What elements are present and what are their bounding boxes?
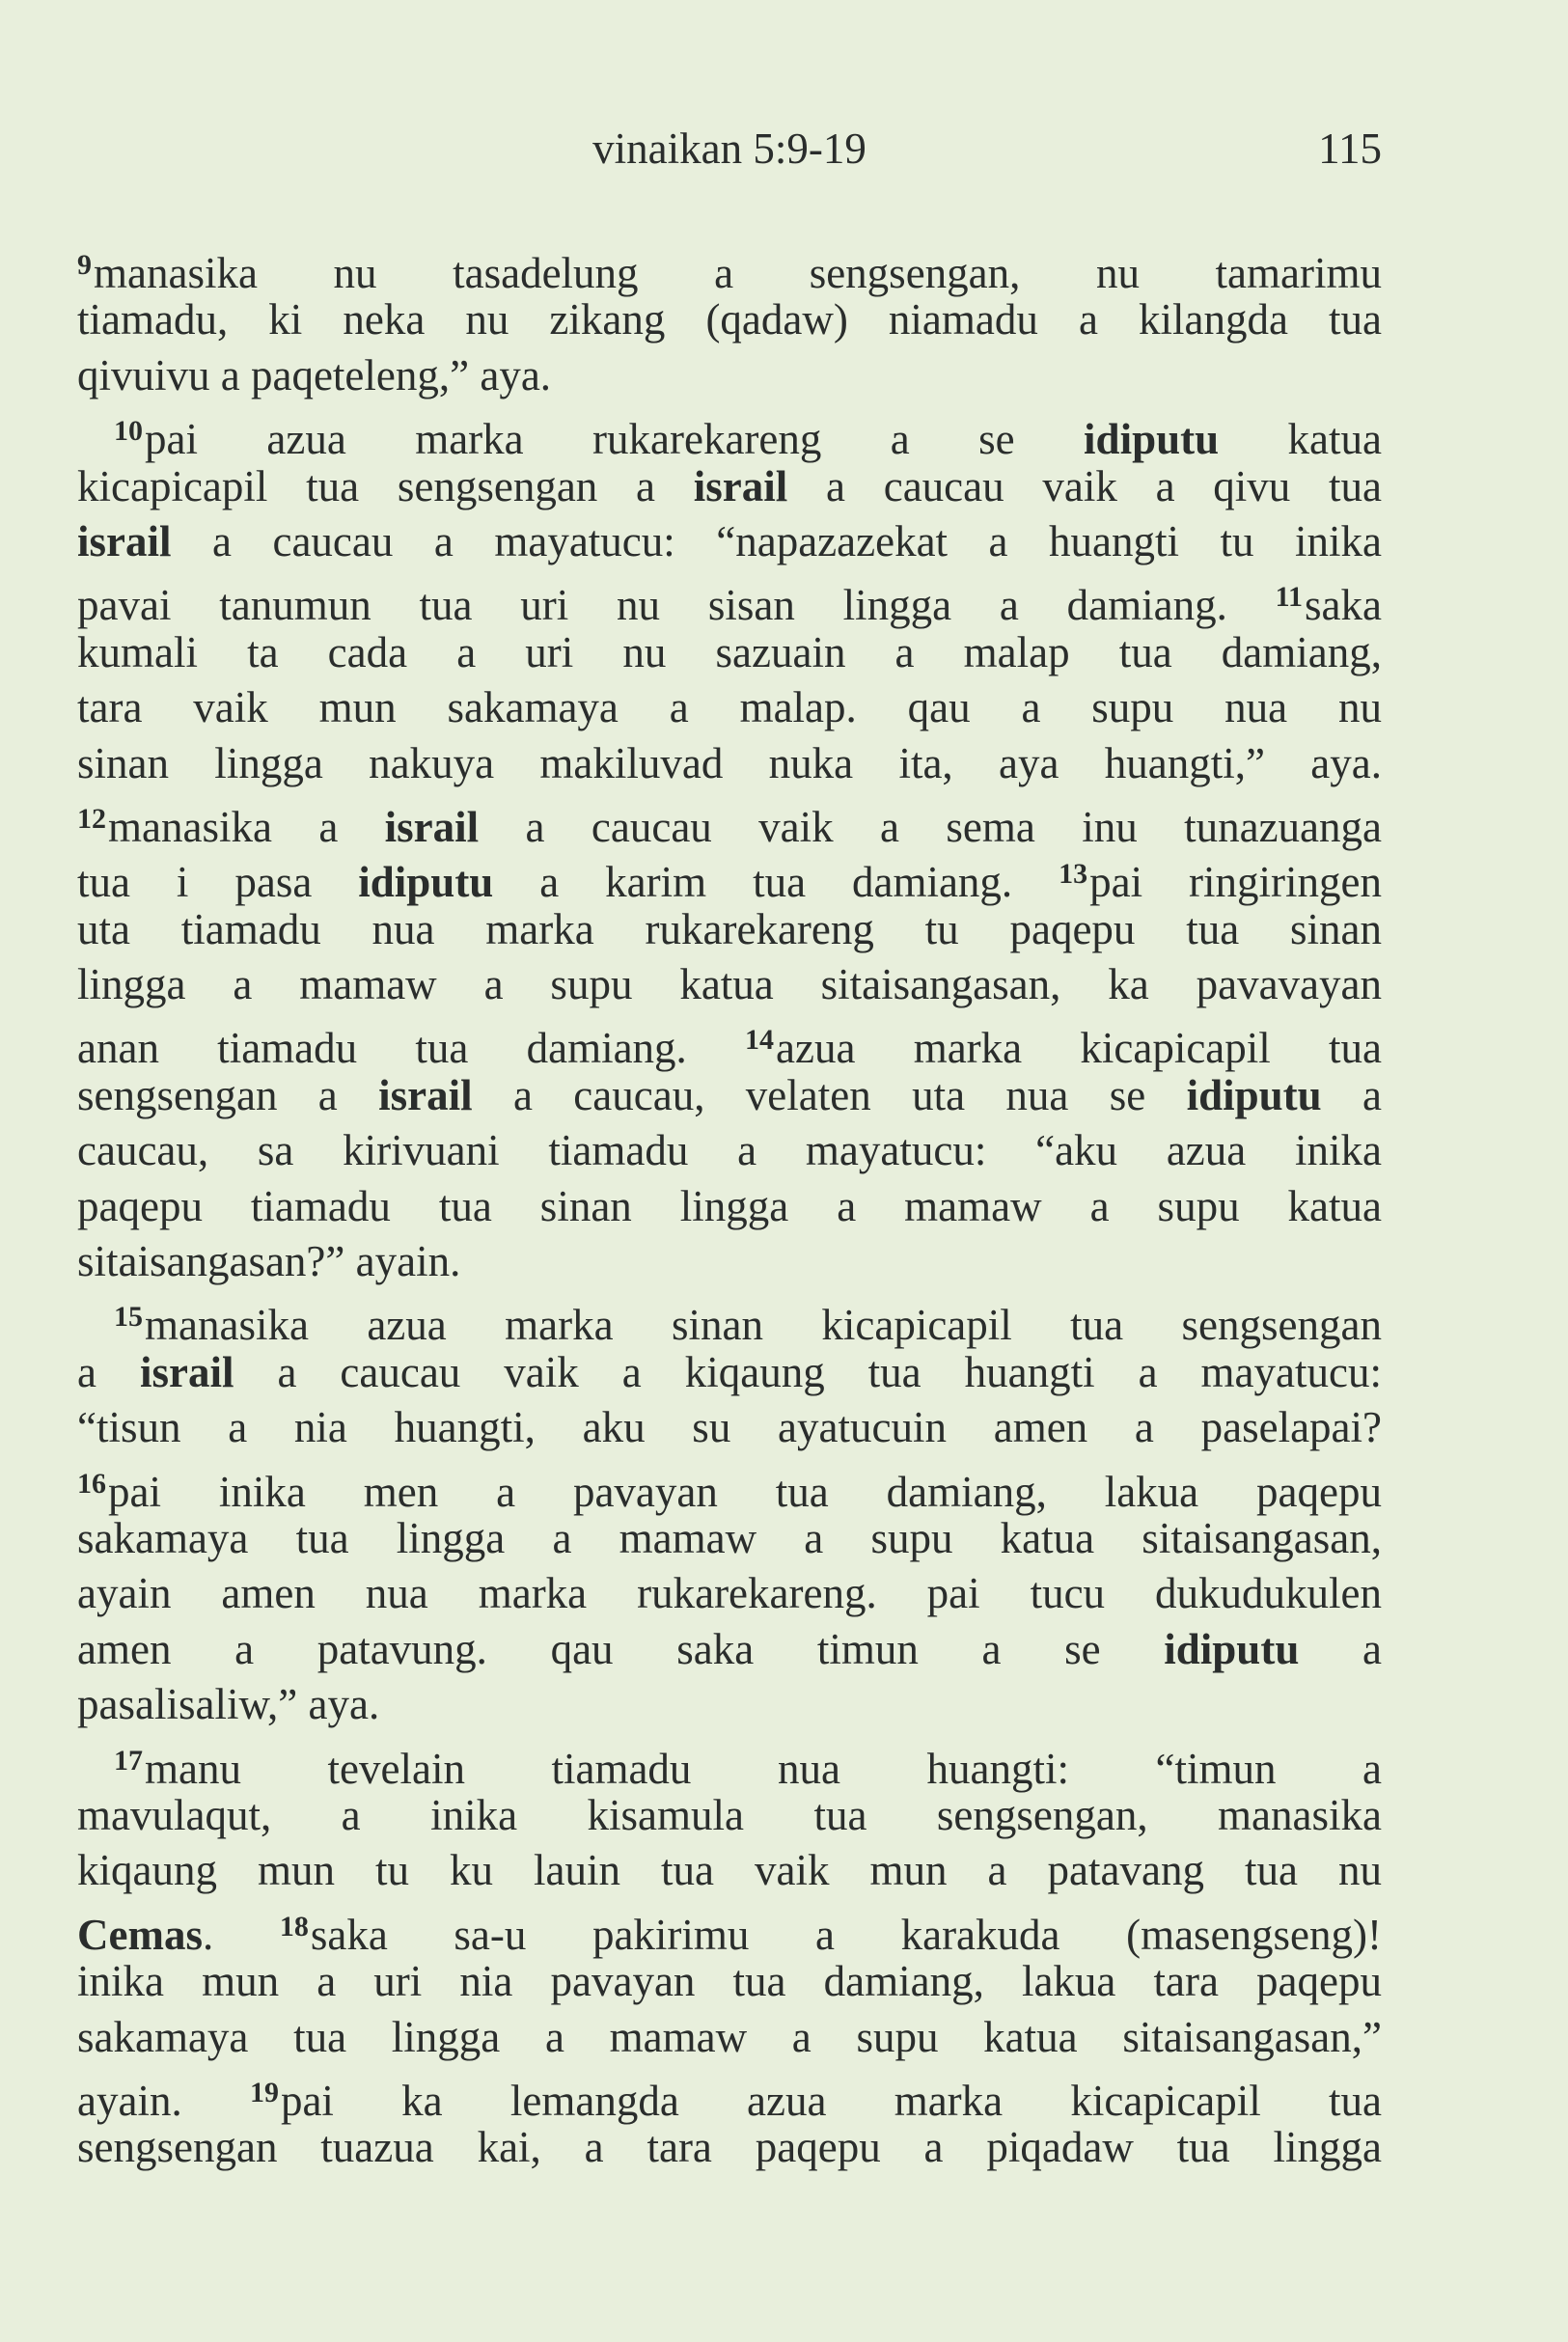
text-run: tiamadu, ki neka nu zikang (qadaw) niamadu a kilangda tua xyxy=(77,295,1382,344)
bold-term: israil xyxy=(77,516,172,565)
text-run: caucau, sa kirivuani tiamadu a mayatucu: “aku azua inika xyxy=(77,1126,1382,1175)
verse-number: 16 xyxy=(77,1467,106,1500)
bold-term: idiputu xyxy=(1084,415,1220,464)
text-line xyxy=(77,1234,1382,1289)
verse-number: 18 xyxy=(279,1910,309,1942)
text-run: saka sa-u pakirimu a karakuda (masengseng)! xyxy=(310,1910,1382,1959)
text-line xyxy=(77,1123,1382,1178)
text-line xyxy=(77,1954,1382,2009)
text-run: a caucau vaik a qivu tua xyxy=(787,461,1383,510)
text-run: uta tiamadu nua marka rukarekareng tu paqepu tua sinan xyxy=(77,904,1382,953)
text-line xyxy=(77,680,1382,735)
text-run: manasika azua marka sinan kicapicapil tua sengsengan xyxy=(145,1301,1382,1350)
text-line xyxy=(77,1511,1382,1566)
text-line xyxy=(77,1400,1382,1455)
verse-number: 13 xyxy=(1059,858,1088,891)
text-run: a caucau a mayatucu: “napazazekat a huangti tu inika xyxy=(171,516,1382,565)
text-run: sengsengan a xyxy=(77,1070,379,1119)
text-run: pai ka lemangda azua marka kicapicapil tua xyxy=(280,2076,1383,2125)
page-number: 115 xyxy=(1318,124,1382,173)
text-run: kicapicapil tua sengsengan a xyxy=(77,461,694,510)
text-run: a caucau, velaten uta nua se xyxy=(472,1070,1187,1119)
text-run: sinan lingga nakuya makiluvad nuka ita, aya huangti,” aya. xyxy=(77,738,1382,787)
text-line xyxy=(77,957,1382,1012)
text-line xyxy=(77,2010,1382,2065)
text-line xyxy=(77,2120,1382,2175)
running-title: vinaikan 5:9-19 xyxy=(592,124,867,173)
text-line xyxy=(77,1068,1382,1123)
text-line xyxy=(77,1622,1382,1677)
text-run: qivuivu a paqeteleng,” aya. xyxy=(77,350,552,400)
text-run: tara vaik mun sakamaya a malap. qau a supu nua nu xyxy=(77,683,1382,732)
bold-term: Cemas xyxy=(77,1910,203,1959)
bold-term: idiputu xyxy=(1186,1070,1322,1119)
text-line xyxy=(77,1899,1382,1959)
text-line xyxy=(77,1456,1382,1516)
text-run: pai ringiringen xyxy=(1089,858,1382,907)
text-run: a xyxy=(1321,1070,1382,1119)
text-run: ayain. xyxy=(77,2076,250,2125)
text-line xyxy=(77,1289,1382,1350)
text-line xyxy=(77,1733,1382,1793)
verse-number: 10 xyxy=(114,415,143,448)
text-line xyxy=(77,846,1382,907)
text-run: pavai tanumun tua uri nu sisan lingga a damiang. xyxy=(77,581,1276,630)
text-run: azua marka kicapicapil tua xyxy=(776,1024,1383,1073)
text-line xyxy=(77,1179,1382,1234)
text-run: pasalisaliw,” aya. xyxy=(77,1680,380,1729)
text-run: a karim tua damiang. xyxy=(493,858,1059,907)
text-line xyxy=(77,625,1382,680)
text-run: pai inika men a pavayan tua damiang, lakua paqepu xyxy=(108,1467,1382,1516)
text-run: a caucau vaik a kiqaung tua huangti a mayatucu: xyxy=(234,1347,1382,1396)
body-text xyxy=(77,237,1382,2176)
text-run: pai azua marka rukarekareng a se xyxy=(145,415,1085,464)
text-line xyxy=(77,791,1382,851)
text-line xyxy=(77,237,1382,297)
text-run: sitaisangasan?” ayain. xyxy=(77,1237,461,1286)
text-line xyxy=(77,1843,1382,1898)
text-run: a xyxy=(1299,1624,1382,1673)
text-run: kumali ta cada a uri nu sazuain a malap tua damiang, xyxy=(77,627,1382,676)
text-line xyxy=(77,736,1382,791)
verse-number: 19 xyxy=(249,2076,279,2108)
text-line xyxy=(77,514,1382,569)
text-run: amen a patavung. qau saka timun a se xyxy=(77,1624,1165,1673)
text-line xyxy=(77,1012,1383,1073)
text-run: ayain amen nua marka rukarekareng. pai tucu dukudukulen xyxy=(77,1569,1382,1618)
verse-number: 12 xyxy=(77,802,106,835)
text-run: katua xyxy=(1219,415,1383,464)
text-run: . xyxy=(202,1910,280,1959)
text-line xyxy=(77,1788,1382,1843)
text-run: sengsengan tuazua kai, a tara paqepu a piqadaw tua lingga xyxy=(77,2123,1382,2172)
bold-term: israil xyxy=(384,802,480,851)
bold-term: idiputu xyxy=(1164,1624,1300,1673)
text-run: sakamaya tua lingga a mamaw a supu katua sitaisangasan, xyxy=(77,1513,1382,1562)
verse-number: 15 xyxy=(114,1301,143,1334)
text-line xyxy=(77,1677,1382,1732)
text-line xyxy=(77,902,1382,957)
text-line xyxy=(77,569,1382,630)
text-line xyxy=(77,403,1383,464)
bold-term: israil xyxy=(139,1347,234,1396)
text-line xyxy=(77,459,1382,514)
bold-term: idiputu xyxy=(358,858,494,907)
text-run: “tisun a nia huangti, aku su ayatucuin amen a paselapai? xyxy=(77,1403,1382,1452)
text-line xyxy=(77,2065,1383,2125)
text-run: manasika nu tasadelung a sengsengan, nu tamarimu xyxy=(94,249,1382,297)
text-line xyxy=(77,292,1382,347)
text-run: a caucau vaik a sema inu tunazuanga xyxy=(479,802,1382,851)
text-line xyxy=(77,1345,1382,1400)
text-run: lingga a mamaw a supu katua sitaisangasan, ka pavavayan xyxy=(77,960,1382,1009)
bold-term: israil xyxy=(693,461,788,510)
verse-number: 9 xyxy=(77,249,92,281)
text-run: manasika a xyxy=(108,802,385,851)
text-run: kiqaung mun tu ku lauin tua vaik mun a patavang tua nu xyxy=(77,1846,1382,1895)
text-run: paqepu tiamadu tua sinan lingga a mamaw a supu katua xyxy=(77,1181,1382,1230)
text-run: saka xyxy=(1305,581,1382,630)
bold-term: israil xyxy=(378,1070,473,1119)
text-run: mavulaqut, a inika kisamula tua sengsengan, manasika xyxy=(77,1790,1382,1839)
text-line xyxy=(77,1566,1382,1621)
page-header xyxy=(77,124,1382,181)
text-run: inika mun a uri nia pavayan tua damiang, lakua tara paqepu xyxy=(77,1957,1382,2006)
verse-number: 14 xyxy=(745,1024,775,1057)
text-run: tua i pasa xyxy=(77,858,359,907)
text-run: manu tevelain tiamadu nua huangti: “timun a xyxy=(145,1744,1382,1793)
text-run: a xyxy=(77,1347,140,1396)
verse-number: 17 xyxy=(114,1744,143,1777)
text-line xyxy=(77,348,1382,403)
text-run: sakamaya tua lingga a mamaw a supu katua sitaisangasan,” xyxy=(77,2012,1382,2061)
text-run: anan tiamadu tua damiang. xyxy=(77,1024,746,1073)
verse-number: 11 xyxy=(1275,581,1304,614)
